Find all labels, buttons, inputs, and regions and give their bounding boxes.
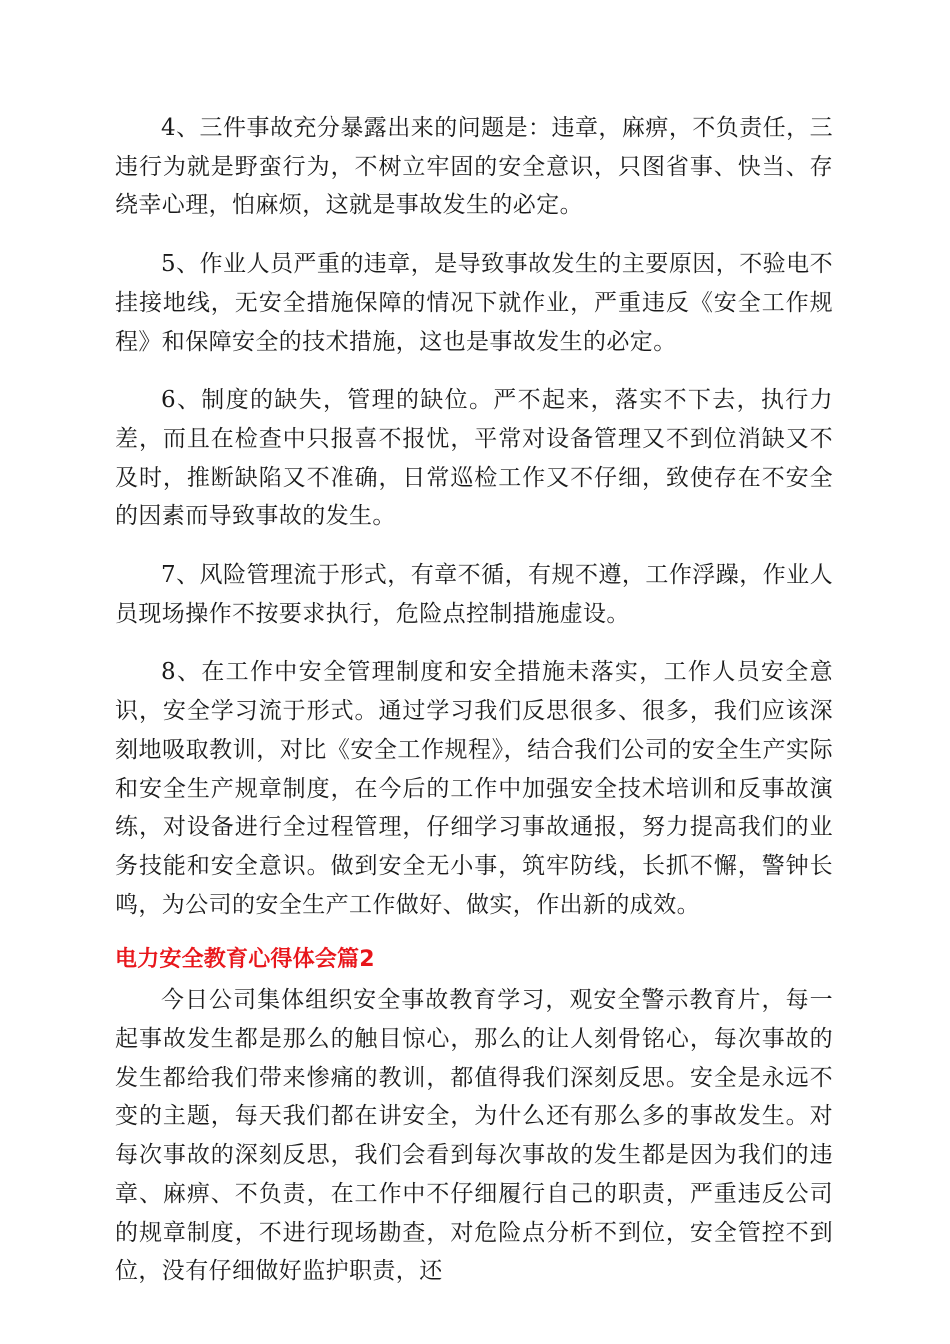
paragraph-item-4: 4、三件事故充分暴露出来的问题是：违章，麻痹，不负责任，三违行为就是野蛮行为，不树立牢固的安全意识，只图省事、快当、存绕幸心理，怕麻烦，这就是事故发生的必定。: [115, 115, 833, 219]
paragraph-item-6: 6、制度的缺失，管理的缺位。严不起来，落实不下去，执行力差，而且在检查中只报喜不报忧，平常对设备管理又不到位消缺又不及时，推断缺陷又不准确，日常巡检工作又不仔细，致使存在不安全的因素而导致事故的发生。: [115, 387, 833, 530]
paragraph-item-7: 7、风险管理流于形式，有章不循，有规不遵，工作浮躁，作业人员现场操作不按要求执行，危险点控制措施虚设。: [115, 562, 833, 627]
paragraph-item-8: 8、在工作中安全管理制度和安全措施未落实，工作人员安全意识，安全学习流于形式。通过学习我们反思很多、很多，我们应该深刻地吸取教训，对比《安全工作规程》，结合我们公司的安全生产实际和安全生产规章制度，在今后的工作中加强安全技术培训和反事故演练，对设备进行全过程管理，仔细学习事故通报，努力提高我们的业务技能和安全意识。做到安全无小事，筑牢防线，长抓不懈，警钟长鸣，为公司的安全生产工作做好、做实，作出新的成效。: [115, 659, 833, 918]
paragraph-item-5: 5、作业人员严重的违章，是导致事故发生的主要原因，不验电不挂接地线，无安全措施保障的情况下就作业，严重违反《安全工作规程》和保障安全的技术措施，这也是事故发生的必定。: [115, 251, 833, 355]
document-page: [115, 109, 833, 1291]
section-heading: 电力安全教育心得体会篇2: [115, 947, 375, 973]
paragraph-section-2-intro: 今日公司集体组织安全事故教育学习，观安全警示教育片，每一起事故发生都是那么的触目惊心，那么的让人刻骨铭心，每次事故的发生都给我们带来惨痛的教训，都值得我们深刻反思。安全是永远不变的主题，每天我们都在讲安全，为什么还有那么多的事故发生。对每次事故的深刻反思，我们会看到每次事故的发生都是因为我们的违章、麻痹、不负责，在工作中不仔细履行自己的职责，严重违反公司的规章制度，不进行现场勘查，对危险点分析不到位，安全管控不到位，没有仔细做好监护职责，还: [115, 987, 833, 1285]
